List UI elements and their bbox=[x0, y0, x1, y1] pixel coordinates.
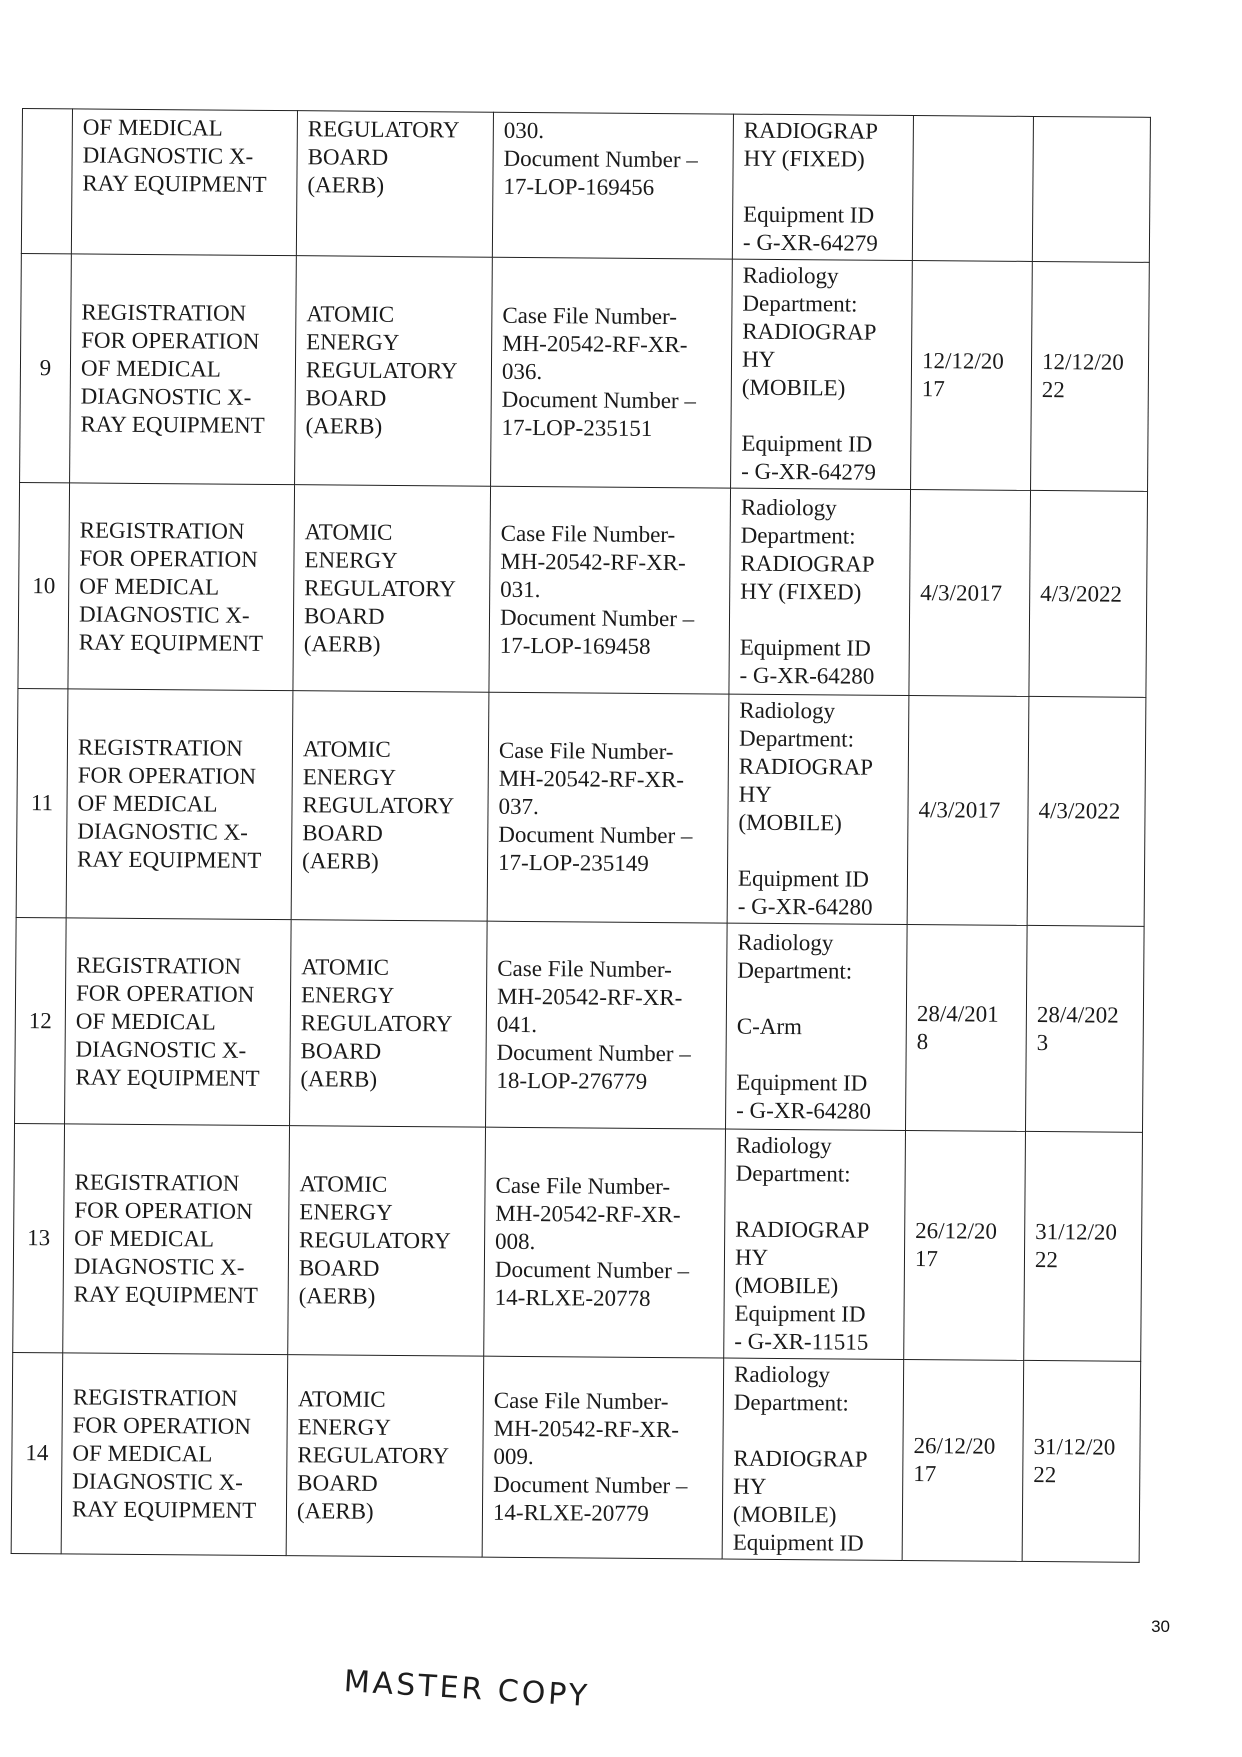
issue-date-cell: 4/3/2017 bbox=[909, 489, 1031, 696]
issue-date-cell: 28/4/201 8 bbox=[905, 924, 1027, 1131]
reference-cell: Case File Number- MH-20542-RF-XR- 009. Document Number – 14-RLXE-20779 bbox=[482, 1356, 724, 1559]
serial-number-cell bbox=[21, 109, 72, 254]
certificate-cell: REGISTRATION FOR OPERATION OF MEDICAL DIAGNOSTIC X- RAY EQUIPMENT bbox=[61, 1353, 288, 1556]
authority-cell: ATOMIC ENERGY REGULATORY BOARD (AERB) bbox=[291, 691, 489, 922]
certificate-cell: REGISTRATION FOR OPERATION OF MEDICAL DIAGNOSTIC X- RAY EQUIPMENT bbox=[66, 689, 293, 920]
serial-number-cell: 13 bbox=[13, 1123, 65, 1352]
certificate-cell: REGISTRATION FOR OPERATION OF MEDICAL DIAGNOSTIC X- RAY EQUIPMENT bbox=[70, 254, 297, 485]
equipment-cell: Radiology Department: RADIOGRAP HY (MOBILE) Equipment ID - G-XR-64279 bbox=[731, 259, 913, 489]
authority-cell: ATOMIC ENERGY REGULATORY BOARD (AERB) bbox=[288, 1126, 486, 1357]
table-row bbox=[20, 253, 1150, 491]
master-copy-stamp: MASTER COPY bbox=[342, 1664, 591, 1714]
expiry-date-cell bbox=[1032, 116, 1150, 262]
table-row bbox=[15, 917, 1145, 1132]
reference-cell: Case File Number- MH-20542-RF-XR- 008. Document Number – 14-RLXE-20778 bbox=[484, 1127, 726, 1358]
authority-cell: ATOMIC ENERGY REGULATORY BOARD (AERB) bbox=[295, 256, 493, 487]
serial-number-cell: 10 bbox=[18, 482, 70, 688]
serial-number-cell: 11 bbox=[16, 688, 68, 917]
expiry-date-cell: 12/12/20 22 bbox=[1031, 261, 1150, 491]
authority-cell: ATOMIC ENERGY REGULATORY BOARD (AERB) bbox=[286, 1355, 484, 1558]
issue-date-cell: 26/12/20 17 bbox=[902, 1359, 1024, 1561]
issue-date-cell: 26/12/20 17 bbox=[904, 1130, 1026, 1360]
table-row bbox=[21, 109, 1150, 263]
expiry-date-cell: 31/12/20 22 bbox=[1022, 1360, 1141, 1562]
certificate-cell: REGISTRATION FOR OPERATION OF MEDICAL DIAGNOSTIC X- RAY EQUIPMENT bbox=[68, 483, 295, 691]
equipment-cell: Radiology Department: RADIOGRAP HY (MOBILE) Equipment ID - G-XR-11515 bbox=[724, 1129, 906, 1359]
table-row bbox=[13, 1123, 1143, 1361]
equipment-cell: RADIOGRAP HY (FIXED) Equipment ID - G-XR-64279 bbox=[732, 114, 913, 260]
table-row bbox=[18, 482, 1148, 697]
issue-date-cell: 12/12/20 17 bbox=[911, 260, 1033, 490]
expiry-date-cell: 4/3/2022 bbox=[1029, 490, 1148, 697]
equipment-cell: Radiology Department: RADIOGRAP HY (FIXED) Equipment ID - G-XR-64280 bbox=[729, 488, 911, 695]
serial-number-cell: 14 bbox=[11, 1352, 63, 1553]
serial-number-cell: 12 bbox=[15, 917, 67, 1123]
aerb-registration-table bbox=[11, 108, 1151, 1563]
authority-cell: ATOMIC ENERGY REGULATORY BOARD (AERB) bbox=[290, 920, 488, 1128]
issue-date-cell: 4/3/2017 bbox=[907, 695, 1029, 925]
certificate-cell: REGISTRATION FOR OPERATION OF MEDICAL DIAGNOSTIC X- RAY EQUIPMENT bbox=[65, 918, 292, 1126]
reference-cell: Case File Number- MH-20542-RF-XR- 031. Document Number – 17-LOP-169458 bbox=[489, 486, 731, 694]
expiry-date-cell: 4/3/2022 bbox=[1027, 696, 1146, 926]
expiry-date-cell: 31/12/20 22 bbox=[1024, 1131, 1143, 1361]
authority-cell: REGULATORY BOARD (AERB) bbox=[296, 111, 493, 258]
reference-cell: Case File Number- MH-20542-RF-XR- 041. Document Number – 18-LOP-276779 bbox=[486, 921, 728, 1129]
issue-date-cell bbox=[912, 116, 1033, 262]
page-number: 30 bbox=[1151, 1617, 1170, 1636]
serial-number-cell: 9 bbox=[20, 253, 72, 482]
authority-cell: ATOMIC ENERGY REGULATORY BOARD (AERB) bbox=[293, 485, 491, 693]
equipment-cell: Radiology Department: RADIOGRAP HY (MOBILE) Equipment ID bbox=[722, 1358, 904, 1560]
equipment-cell: Radiology Department: RADIOGRAP HY (MOBILE) Equipment ID - G-XR-64280 bbox=[727, 694, 909, 924]
table-row bbox=[16, 688, 1146, 926]
certificate-cell: REGISTRATION FOR OPERATION OF MEDICAL DIAGNOSTIC X- RAY EQUIPMENT bbox=[63, 1124, 290, 1355]
equipment-cell: Radiology Department: C-Arm Equipment ID - G-XR-64280 bbox=[726, 923, 908, 1130]
reference-cell: Case File Number- MH-20542-RF-XR- 037. Document Number – 17-LOP-235149 bbox=[487, 692, 729, 923]
reference-cell: 030. Document Number – 17-LOP-169456 bbox=[492, 112, 733, 259]
reference-cell: Case File Number- MH-20542-RF-XR- 036. Document Number – 17-LOP-235151 bbox=[491, 257, 733, 488]
expiry-date-cell: 28/4/202 3 bbox=[1025, 925, 1144, 1132]
certificate-cell: OF MEDICAL DIAGNOSTIC X- RAY EQUIPMENT bbox=[71, 109, 297, 256]
table-row bbox=[11, 1352, 1141, 1562]
